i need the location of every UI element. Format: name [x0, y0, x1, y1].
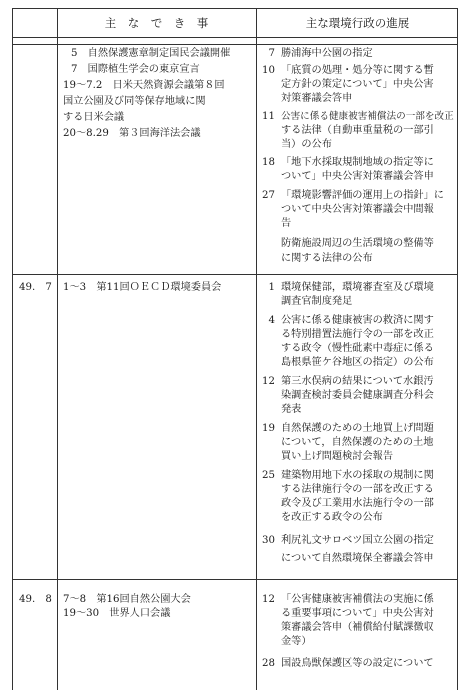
admin-day: 19 — [262, 423, 275, 434]
header-rule — [13, 37, 457, 38]
admin-line: 島根県笹ケ谷地区の指定）の公布 — [281, 357, 434, 368]
admin-day: 27 — [262, 190, 275, 201]
admin-line: ついて」中央公害対策審議会答申 — [281, 171, 434, 182]
admin-day: 30 — [262, 535, 275, 546]
event-line: 国立公園及び同等保存地域に関 — [63, 96, 206, 107]
admin-day: 25 — [262, 470, 275, 481]
row-date: 49. 8 — [19, 594, 52, 605]
admin-line: する法律施行令の一部を改正する — [281, 484, 434, 495]
admin-line: 自然保護のための土地買上げ問題 — [281, 423, 434, 434]
admin-line: る重要事項について」中央公害対 — [281, 608, 434, 619]
admin-line: 国設鳥獣保護区等の設定について — [281, 658, 434, 669]
event-line: 19～7.2 日米天然資源会議第８回 — [63, 80, 225, 91]
admin-day: 11 — [262, 111, 275, 122]
admin-day: 18 — [262, 157, 275, 168]
admin-line: 金等） — [281, 636, 312, 647]
admin-line: 環境保健部，環境審査室及び環境 — [281, 282, 434, 293]
admin-line: 策審議会答申（補償給付賦課徴収 — [281, 622, 434, 633]
admin-line: 利尻礼文サロベツ国立公園の指定 — [281, 535, 434, 546]
row-divider-1 — [13, 274, 457, 275]
admin-day: 4 — [268, 315, 275, 326]
event-line: 19～30 世界人口会議 — [63, 608, 171, 619]
admin-line: 建築物用地下水の採取の規制に関 — [281, 470, 434, 481]
admin-line: 「地下水採取規制地域の指定等に — [281, 157, 434, 168]
admin-line: について，自然保護のための土地 — [281, 437, 434, 448]
admin-line: 定方針の策定について」中央公害 — [281, 79, 434, 90]
admin-day: 12 — [262, 376, 275, 387]
admin-day: 12 — [262, 594, 275, 605]
admin-line: について自然環境保全審議会答申 — [281, 553, 434, 564]
event-line: する日米会議 — [63, 112, 125, 123]
row-date: 49. 7 — [19, 282, 52, 293]
admin-line: 公害に係る健康被害の救済に関す — [281, 315, 434, 326]
admin-line: 当）の公布 — [281, 139, 332, 150]
admin-line: 公害に係る健康被害補償法の一部を改正 — [281, 111, 454, 122]
admin-day: 1 — [268, 282, 275, 293]
admin-day: 10 — [262, 65, 275, 76]
admin-line: 「環境影響評価の運用上の指針」に — [281, 190, 444, 201]
admin-line: 染調査検討委員会健康調査分科会 — [281, 390, 434, 401]
admin-line: 「底質の処理・処分等に関する暫 — [281, 65, 434, 76]
admin-line: 発表 — [281, 404, 302, 415]
admin-line: 防衛施設周辺の生活環境の整備等 — [281, 238, 434, 249]
admin-line: を改正する政令の公布 — [281, 512, 383, 523]
admin-line: 対策審議会答申 — [281, 93, 353, 104]
event-line: 1～3 第11回ＯＥＣＤ環境委員会 — [63, 282, 222, 293]
admin-day: 7 — [268, 48, 275, 59]
event-line: 20～8.29 第３回海洋法会議 — [63, 128, 201, 139]
admin-line: 告 — [281, 218, 292, 229]
chronology-table — [12, 8, 458, 690]
admin-line: 調査官制度発足 — [281, 296, 353, 307]
admin-line: する政令（慢性砒素中毒症に係る — [281, 343, 434, 354]
admin-line: に関する法律の公布 — [281, 253, 373, 264]
event-line: 7～8 第16回自然公園大会 — [63, 594, 191, 605]
admin-line: 第三水俣病の結果について水銀汚 — [281, 376, 434, 387]
header-events: 主 な で き 事 — [104, 16, 209, 30]
admin-line: する法律（自動車重量税の一部引 — [281, 125, 434, 136]
header-rule-double — [13, 44, 457, 45]
event-line: 7 国際植生学会の東京宣言 — [71, 64, 200, 75]
admin-line: 政令及び工業用水法施行令の一部 — [281, 498, 434, 509]
admin-line: 買い上げ問題検討会報告 — [281, 451, 394, 462]
row-divider-2 — [13, 579, 457, 580]
admin-line: ついて中央公害対策審議会中間報 — [281, 204, 434, 215]
event-line: 5 自然保護憲章制定国民会議開催 — [71, 48, 231, 59]
admin-line: 勝浦海中公園の指定 — [281, 48, 373, 59]
admin-line: 「公害健康被害補償法の実施に係 — [281, 594, 434, 605]
admin-day: 28 — [262, 658, 275, 669]
column-divider-date — [57, 9, 58, 690]
header-admin: 主な環境行政の進展 — [305, 16, 410, 30]
admin-line: る特別措置法施行令の一部を改正 — [281, 329, 434, 340]
